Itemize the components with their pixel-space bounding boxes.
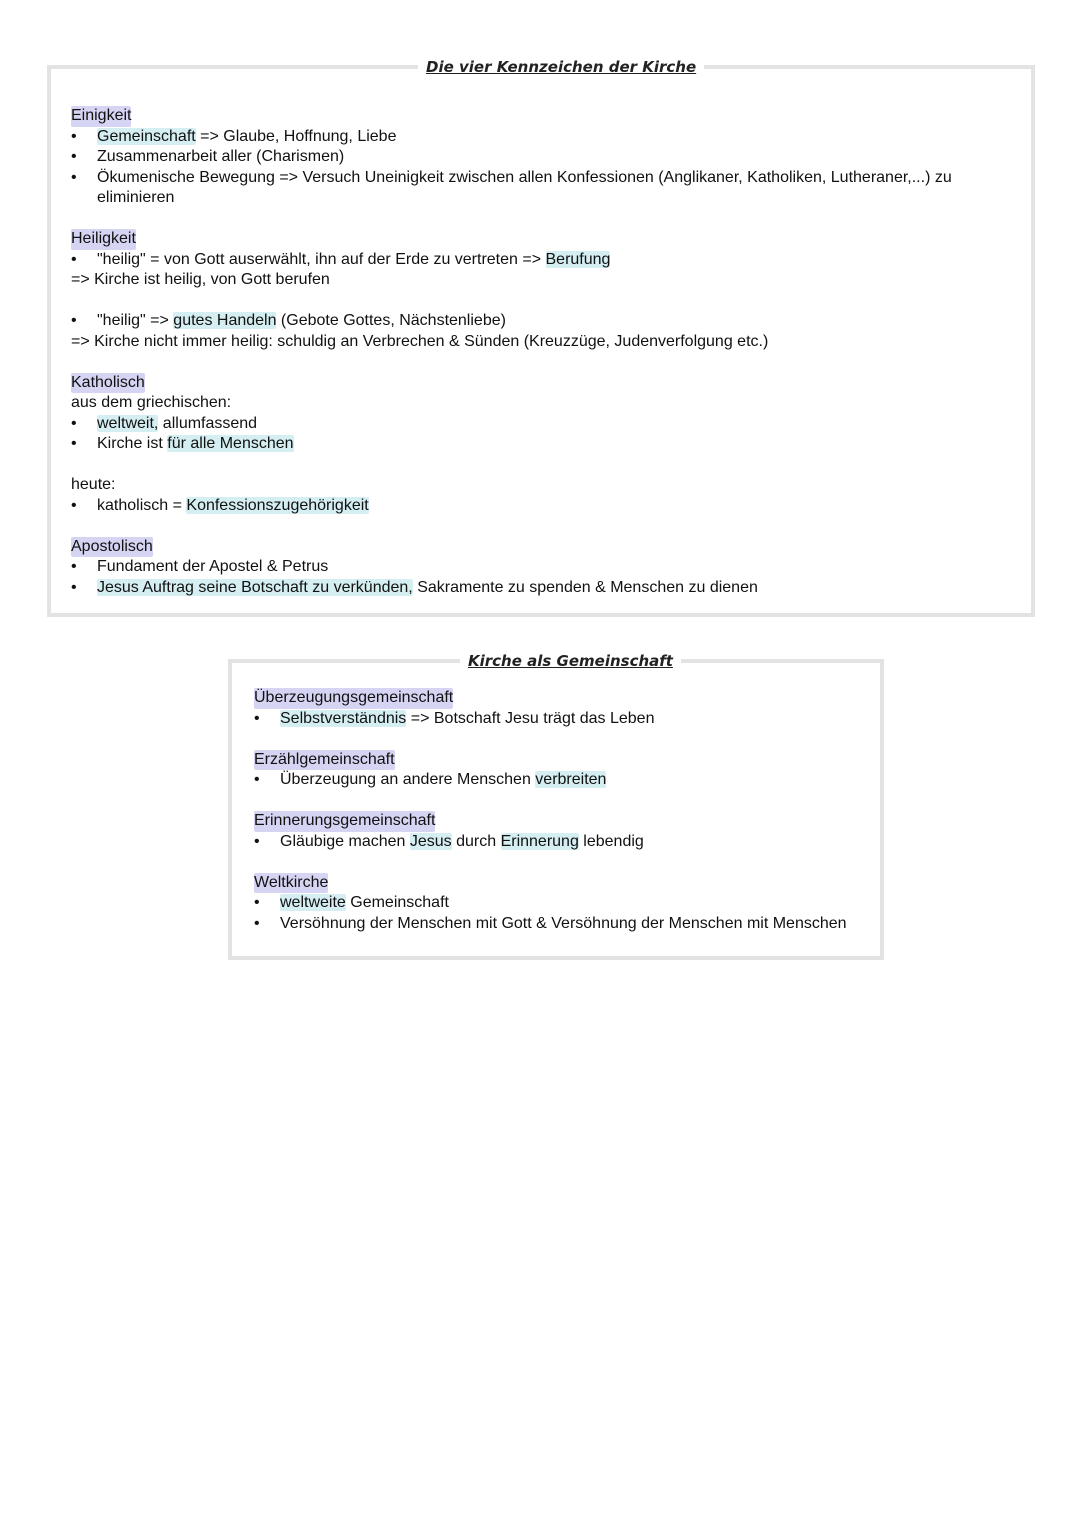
list-item: • Selbstverständnis => Botschaft Jesu trägt das Leben	[254, 709, 864, 730]
box-content	[254, 688, 864, 934]
text-line: aus dem griechischen:	[71, 394, 232, 411]
list-item: • Gemeinschaft => Glaube, Hoffnung, Liebe	[71, 127, 1011, 148]
list-item: • weltweit, allumfassend	[71, 414, 1011, 435]
list-item: • "heilig" = von Gott auserwählt, ihn auf der Erde zu vertreten => Berufung	[71, 250, 1011, 271]
text-line: => Kirche nicht immer heilig: schuldig an Verbrechen & Sünden (Kreuzzüge, Judenverfolgung etc.)	[71, 332, 769, 350]
box-kirche-gemeinschaft	[228, 652, 884, 960]
section-heading-apostolisch: Apostolisch	[71, 537, 153, 558]
list-item: • Gläubige machen Jesus durch Erinnerung lebendig	[254, 832, 864, 853]
section-heading-katholisch: Katholisch	[71, 373, 145, 394]
list-item: • Jesus Auftrag seine Botschaft zu verkünden, Sakramente zu spenden & Menschen zu dienen	[71, 578, 1011, 599]
box-title: Kirche als Gemeinschaft	[460, 651, 681, 671]
text-line: heute:	[71, 476, 116, 493]
section-heading-einigkeit: Einigkeit	[71, 106, 131, 127]
section-heading-heiligkeit: Heiligkeit	[71, 229, 136, 250]
list-item: • Zusammenarbeit aller (Charismen)	[71, 147, 1011, 168]
list-item: • "heilig" => gutes Handeln (Gebote Gottes, Nächstenliebe)	[71, 311, 1011, 332]
list-item: • Versöhnung der Menschen mit Gott & Versöhnung der Menschen mit Menschen	[254, 914, 864, 935]
section-heading-ueberzeugung: Überzeugungsgemeinschaft	[254, 688, 453, 709]
list-item: • weltweite Gemeinschaft	[254, 893, 864, 914]
list-item: • Fundament der Apostel & Petrus	[71, 557, 1011, 578]
list-item: • Überzeugung an andere Menschen verbreiten	[254, 770, 864, 791]
list-item: • Ökumenische Bewegung => Versuch Uneinigkeit zwischen allen Konfessionen (Anglikaner, Katholiken, Lutheraner,...) zu	[71, 168, 1011, 189]
section-heading-weltkirche: Weltkirche	[254, 873, 328, 894]
list-item: • katholisch = Konfessionszugehörigkeit	[71, 496, 1011, 517]
list-item: • Kirche ist für alle Menschen	[71, 434, 1011, 455]
section-heading-erzaehl: Erzählgemeinschaft	[254, 750, 395, 771]
box-vier-kennzeichen	[47, 58, 1035, 617]
text-line: => Kirche ist heilig, von Gott berufen	[71, 271, 330, 288]
section-heading-erinnerung: Erinnerungsgemeinschaft	[254, 811, 435, 832]
list-item-continuation: eliminieren	[97, 189, 175, 206]
box-content	[71, 106, 1011, 598]
box-title: Die vier Kennzeichen der Kirche	[418, 57, 704, 77]
